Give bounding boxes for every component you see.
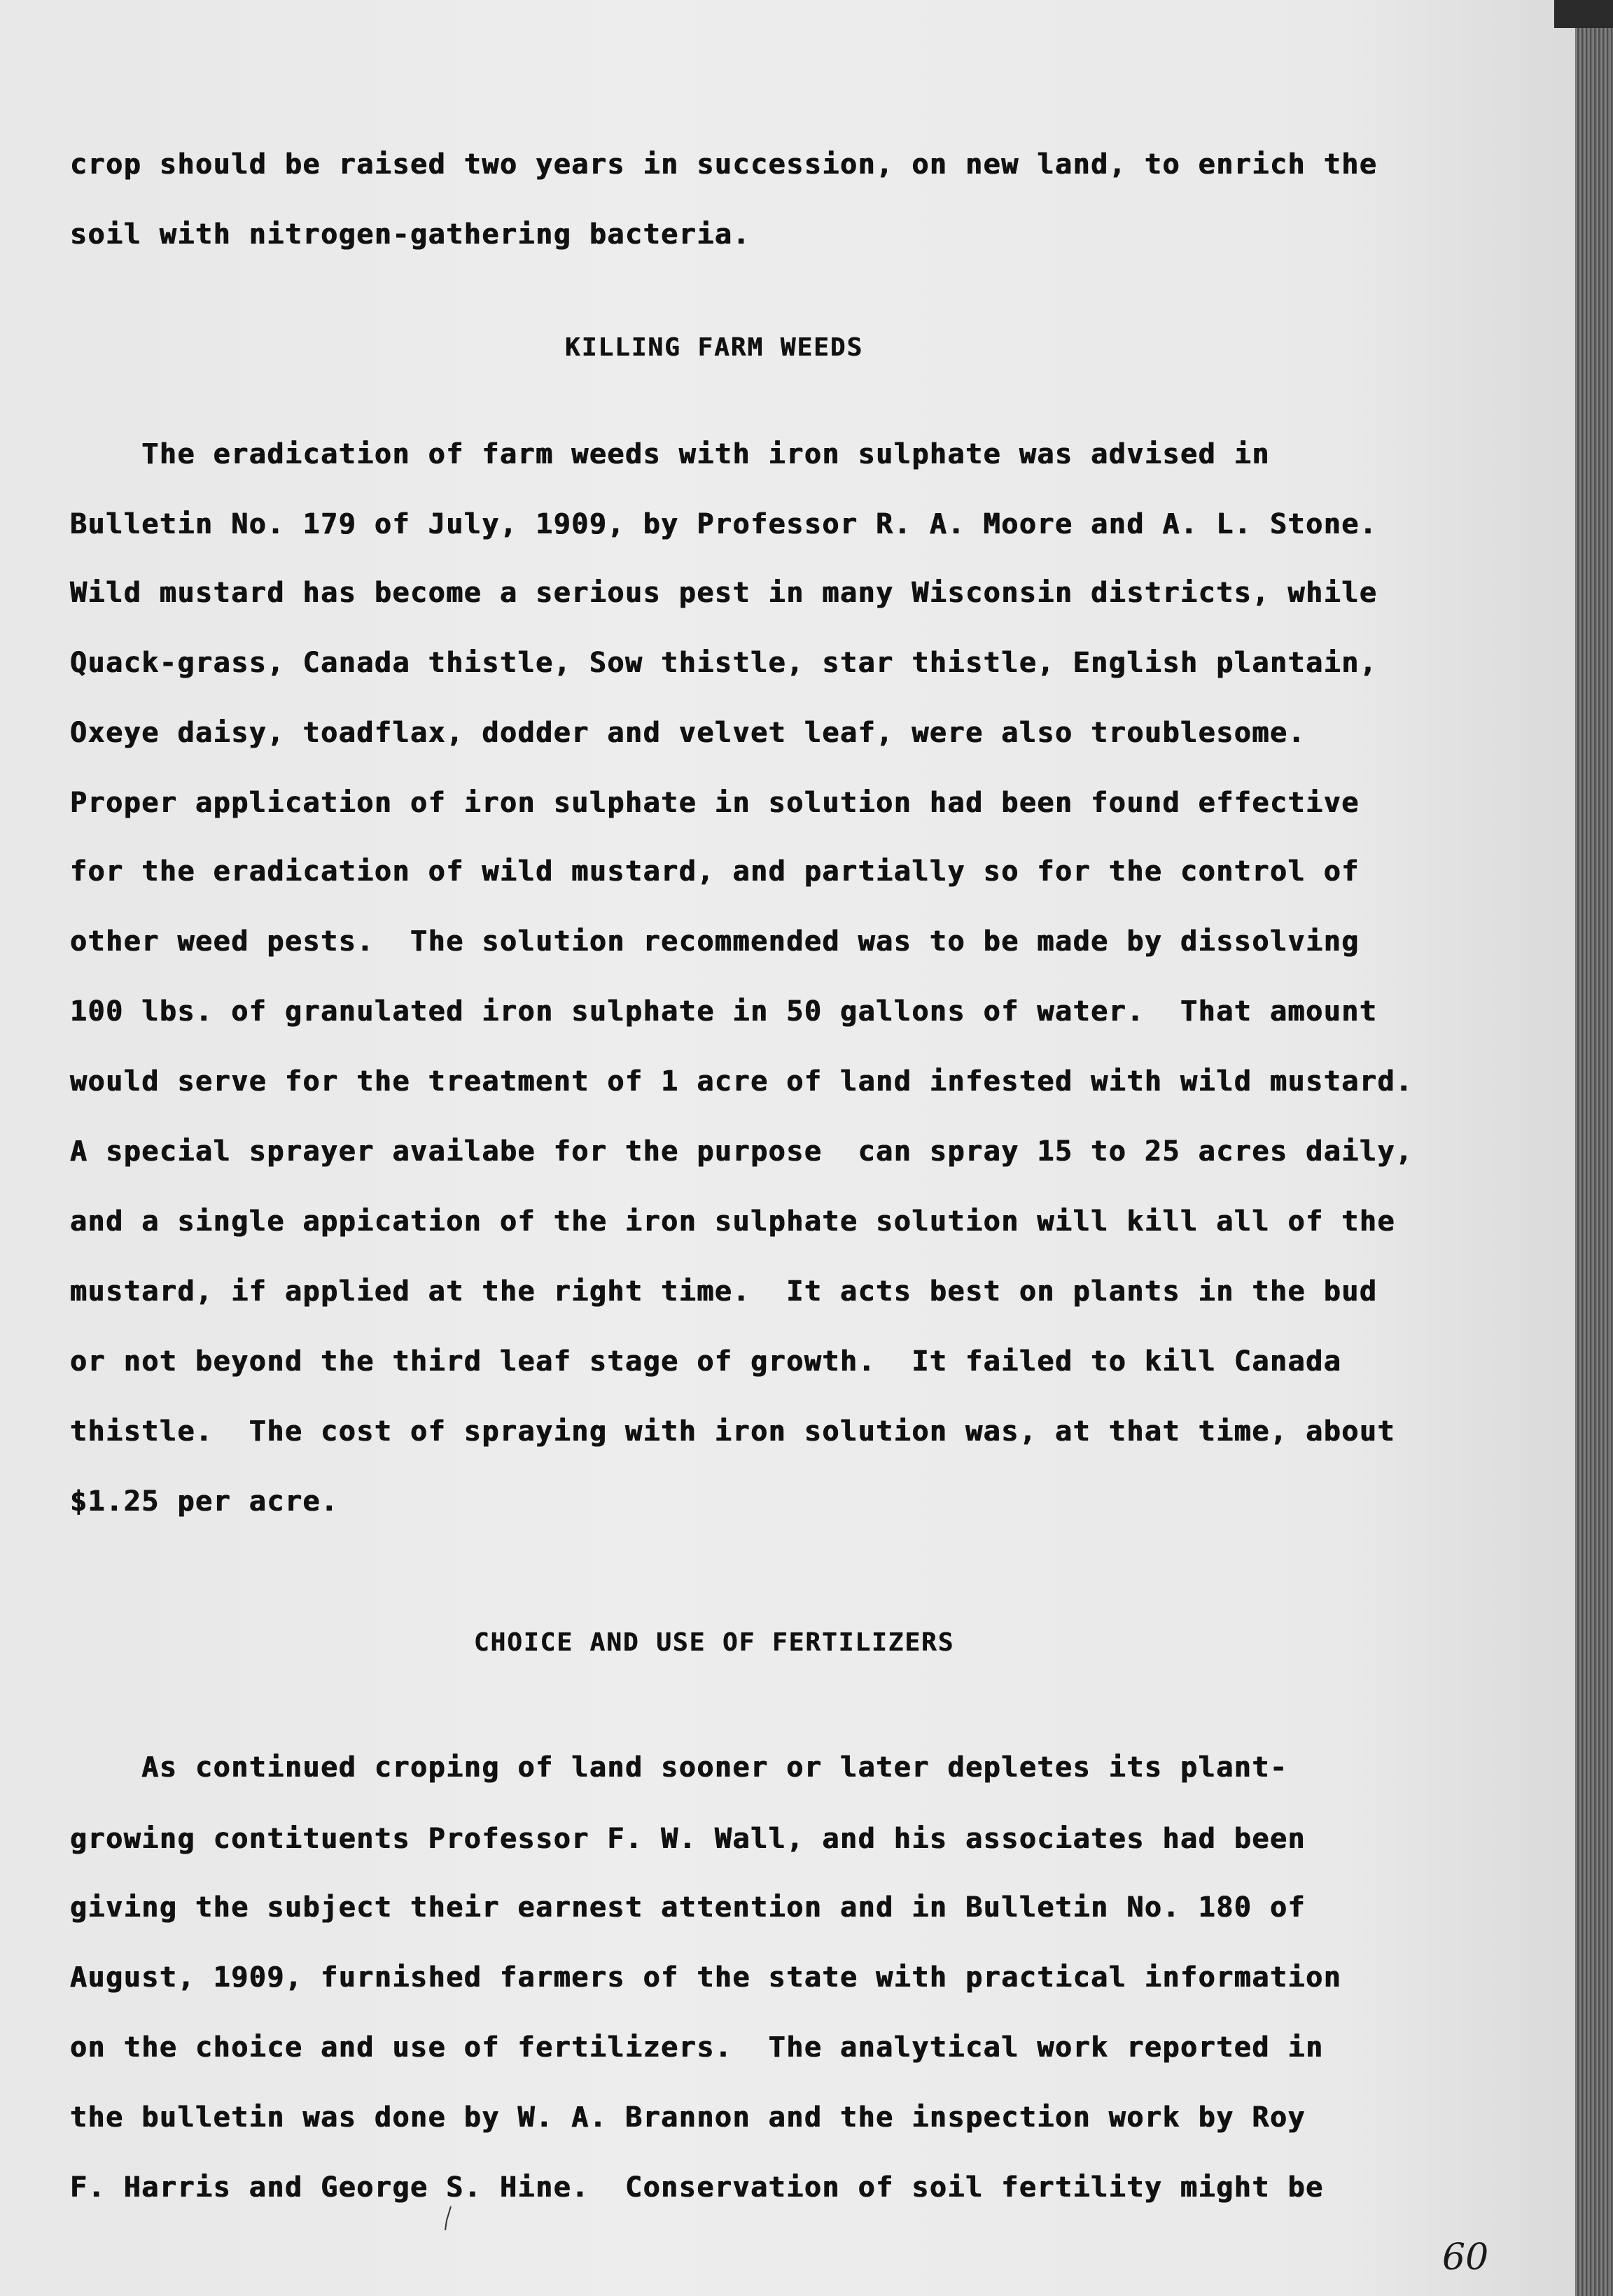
text-line: the bulletin was done by W. A. Brannon and the inspection work by Roy — [70, 2101, 1306, 2134]
pen-mark — [441, 2205, 455, 2233]
text-line: Proper application of iron sulphate in solution had been found effective — [70, 787, 1360, 819]
text-line: Oxeye daisy, toadflax, dodder and velvet leaf, were also troublesome. — [70, 717, 1306, 749]
text-line: soil with nitrogen-gathering bacteria. — [70, 218, 751, 251]
text-line: The eradication of farm weeds with iron sulphate was advised in — [70, 438, 1270, 470]
text-line: or not beyond the third leaf stage of growth. It failed to kill Canada — [70, 1345, 1342, 1378]
text-line: and a single appication of the iron sulphate solution will kill all of the — [70, 1205, 1396, 1238]
text-line: mustard, if applied at the right time. It acts best on plants in the bud — [70, 1275, 1378, 1308]
text-line: A special sprayer availabe for the purpose can spray 15 to 25 acres daily, — [70, 1135, 1413, 1168]
text-line: $1.25 per acre. — [70, 1485, 339, 1518]
text-line: Quack-grass, Canada thistle, Sow thistle, star thistle, English plantain, — [70, 647, 1378, 679]
section-heading-killing-farm-weeds: KILLING FARM WEEDS — [564, 333, 864, 362]
text-line: Wild mustard has become a serious pest in many Wisconsin districts, while — [70, 577, 1378, 609]
text-line: thistle. The cost of spraying with iron solution was, at that time, about — [70, 1415, 1396, 1448]
book-corner-shadow — [1554, 0, 1613, 28]
text-line: Bulletin No. 179 of July, 1909, by Professor R. A. Moore and A. L. Stone. — [70, 508, 1378, 540]
book-page-edge — [1575, 0, 1613, 2296]
text-line: on the choice and use of fertilizers. The analytical work reported in — [70, 2031, 1324, 2064]
section-heading-fertilizers: CHOICE AND USE OF FERTILIZERS — [473, 1628, 955, 1657]
text-line: growing contituents Professor F. W. Wall, and his associates had been — [70, 1823, 1306, 1855]
text-line: would serve for the treatment of 1 acre of land infested with wild mustard. — [70, 1065, 1413, 1098]
text-line: 100 lbs. of granulated iron sulphate in 50 gallons of water. That amount — [70, 995, 1378, 1028]
text-line: August, 1909, furnished farmers of the state with practical information — [70, 1961, 1342, 1994]
page-number: 60 — [1442, 2236, 1489, 2278]
text-line: for the eradication of wild mustard, and partially so for the control of — [70, 855, 1360, 888]
text-line: other weed pests. The solution recommended was to be made by dissolving — [70, 925, 1360, 958]
text-line: As continued croping of land sooner or later depletes its plant- — [70, 1751, 1288, 1784]
text-line: crop should be raised two years in succession, on new land, to enrich the — [70, 148, 1378, 181]
text-line: giving the subject their earnest attention and in Bulletin No. 180 of — [70, 1891, 1306, 1924]
text-line: F. Harris and George S. Hine. Conservation of soil fertility might be — [70, 2171, 1324, 2204]
